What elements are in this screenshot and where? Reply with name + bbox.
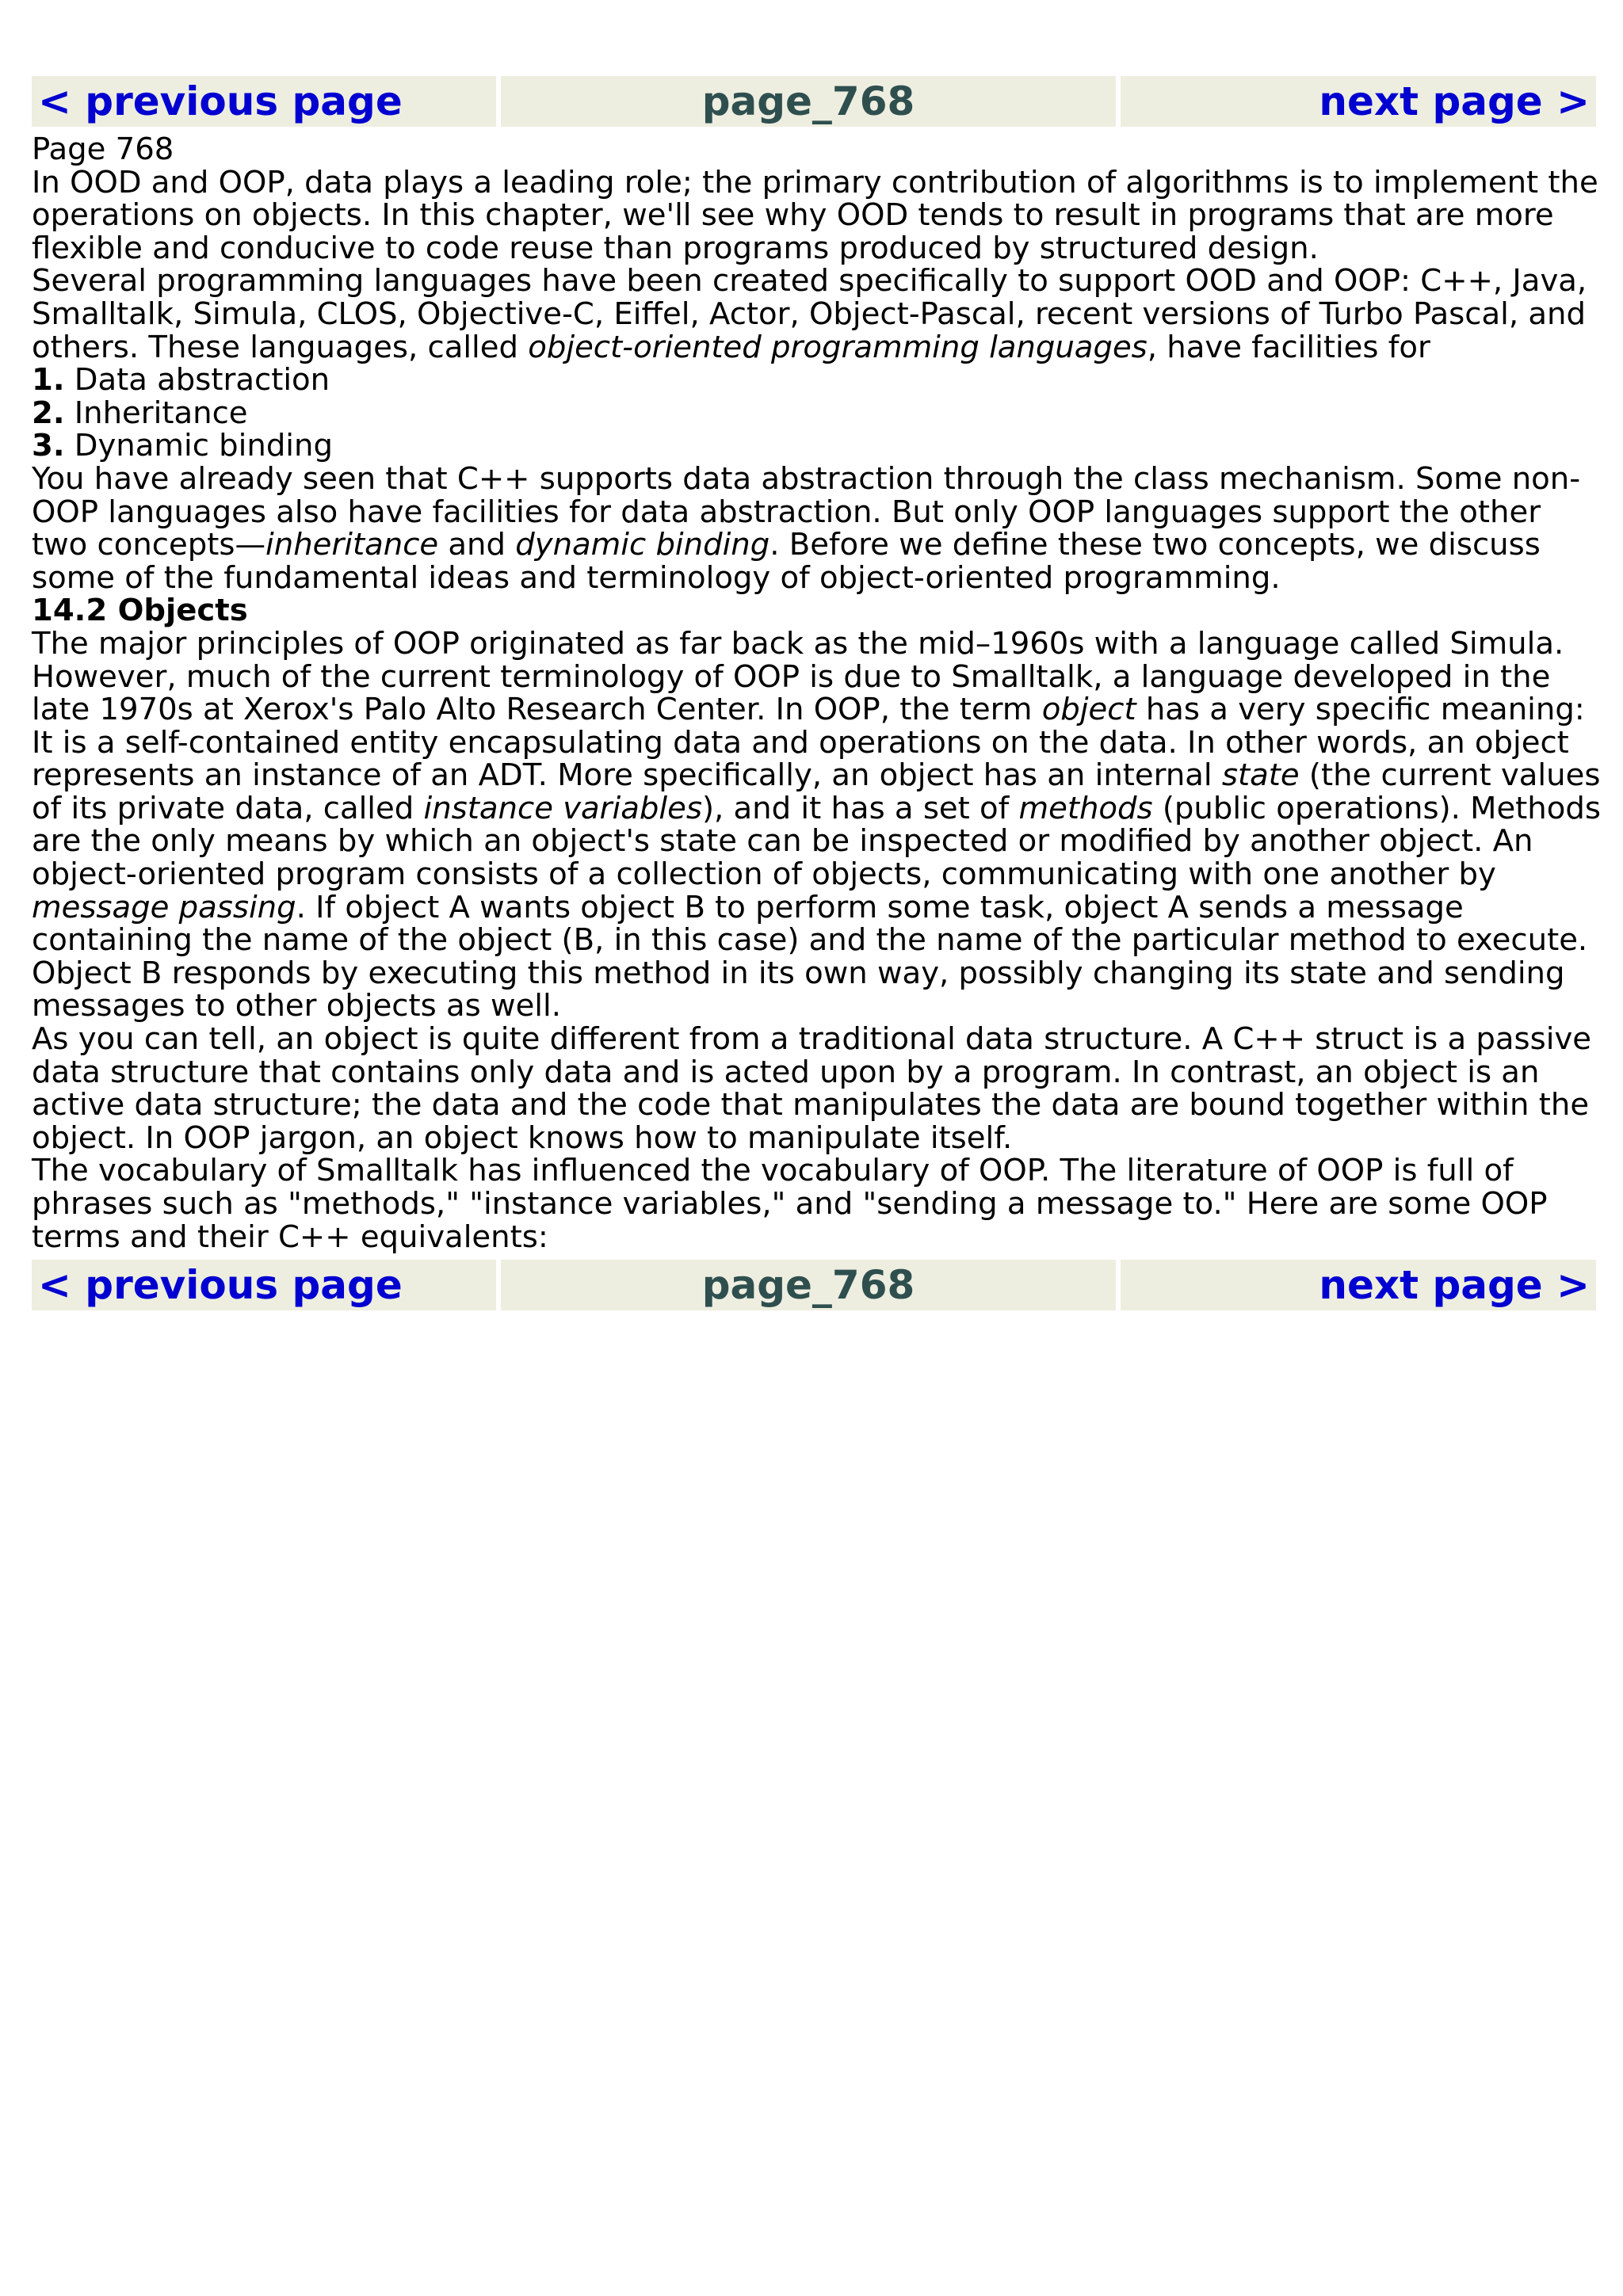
list-text: Inheritance: [64, 395, 248, 431]
emphasis: state: [1221, 757, 1300, 794]
emphasis: inheritance: [265, 527, 439, 563]
list-text: Data abstraction: [64, 362, 330, 399]
text-span: , have facilities for: [1147, 329, 1430, 365]
page-number: Page 768: [32, 132, 174, 167]
list-item: [32, 397, 1601, 430]
emphasis: message passing: [32, 889, 296, 925]
list-item: [32, 429, 1601, 463]
top-page-label: page_768: [701, 78, 915, 124]
list-number: 3.: [32, 428, 65, 464]
text-span: ), and it has a set of: [701, 790, 1019, 826]
section-heading-text: 14.2 Objects: [32, 593, 248, 629]
emphasis: object-oriented programming languages: [528, 329, 1148, 365]
paragraph-4: [32, 627, 1601, 1023]
top-previous-page-link[interactable]: < previous page: [38, 78, 403, 124]
text-span: . Before we define these two concepts, we discuss some of the fundamental ideas and terminology of object-oriented programming.: [32, 527, 1541, 596]
paragraph-6: The vocabulary of Smalltalk has influenced the vocabulary of OOP. The literature of OOP is full of phrases such as "methods," "instance variables," and "sending a message to." Here are some OOP terms and their C++ equivalents:: [32, 1153, 1548, 1255]
bottom-navigation-bar: [32, 1260, 1601, 1310]
section-heading: [32, 594, 1601, 627]
page-content: [32, 133, 1601, 1253]
top-next-cell: [1121, 76, 1596, 127]
list-item: [32, 364, 1601, 397]
emphasis: dynamic binding: [515, 527, 770, 563]
paragraph-1: In OOD and OOP, data plays a leading role; the primary contribution of algorithms is to implement the operations on objects. In this chapter, we'll see why OOD tends to result in programs that are more flexible and conducive to code reuse than programs produced by structured design.: [32, 164, 1598, 266]
text-span: and: [438, 527, 516, 563]
top-next-page-link[interactable]: next page >: [1319, 78, 1590, 124]
bottom-page-label-cell: [501, 1260, 1116, 1310]
text-span: (public operations). Methods are the only means by which an object's state can be inspected or modified by another object. An object-oriented program consists of a collection of objects, communicating with one another by: [32, 790, 1601, 893]
text-span: You have already seen that C++ supports data abstraction through the class mechanism. Some non-OOP languages also have facilities for data abstraction. But only OOP languages support the other two concepts—: [32, 460, 1581, 563]
emphasis: instance variables: [423, 790, 702, 826]
bottom-prev-cell: [32, 1260, 496, 1310]
top-page-label-cell: [501, 76, 1116, 127]
top-navigation-bar: [32, 76, 1601, 127]
list-number: 2.: [32, 395, 65, 431]
list-number: 1.: [32, 362, 65, 399]
page: [32, 76, 1601, 1310]
emphasis: object: [1041, 692, 1136, 728]
paragraph-3: [32, 460, 1601, 596]
list-text: Dynamic binding: [64, 428, 333, 464]
paragraph-2: [32, 265, 1601, 364]
paragraph-5: As you can tell, an object is quite different from a traditional data structure. A C++ struct is a passive data structure that contains only data and is acted upon by a program. In contrast, an object is an active data structure; the data and the code that manipulates the data are bound together within the object. In OOP jargon, an object knows how to manipulate itself.: [32, 1021, 1592, 1156]
bottom-page-label: page_768: [701, 1262, 915, 1309]
bottom-next-cell: [1121, 1260, 1596, 1310]
text-span: has a very specific meaning: It is a self-contained entity encapsulating data and operations on the data. In other words, an object represents an instance of an ADT. More specifically, an object has an internal: [32, 692, 1585, 794]
bottom-next-page-link[interactable]: next page >: [1319, 1262, 1590, 1309]
text-span: Several programming languages have been created specifically to support OOD and OOP: C++, Java, Smalltalk, Simula, CLOS, Objective-C, Eiffel, Actor, Object-Pascal, recent versions of Turbo Pascal, and others. These languages, called: [32, 263, 1587, 365]
text-span: The major principles of OOP originated as far back as the mid–1960s with a language called Simula. However, much of the current terminology of OOP is due to Smalltalk, a language developed in the late 1970s at Xerox's Palo Alto Research Center. In OOP, the term: [32, 625, 1564, 728]
emphasis: methods: [1018, 790, 1153, 826]
text-span: (the current values of its private data, called: [32, 757, 1601, 826]
top-prev-cell: [32, 76, 496, 127]
bottom-previous-page-link[interactable]: < previous page: [38, 1262, 403, 1309]
text-span: . If object A wants object B to perform some task, object A sends a message containing the name of the object (B, in this case) and the name of the particular method to execute. Object B responds by executing this method in its own way, possibly changing its state and sending messages to other objects as well.: [32, 889, 1588, 1024]
